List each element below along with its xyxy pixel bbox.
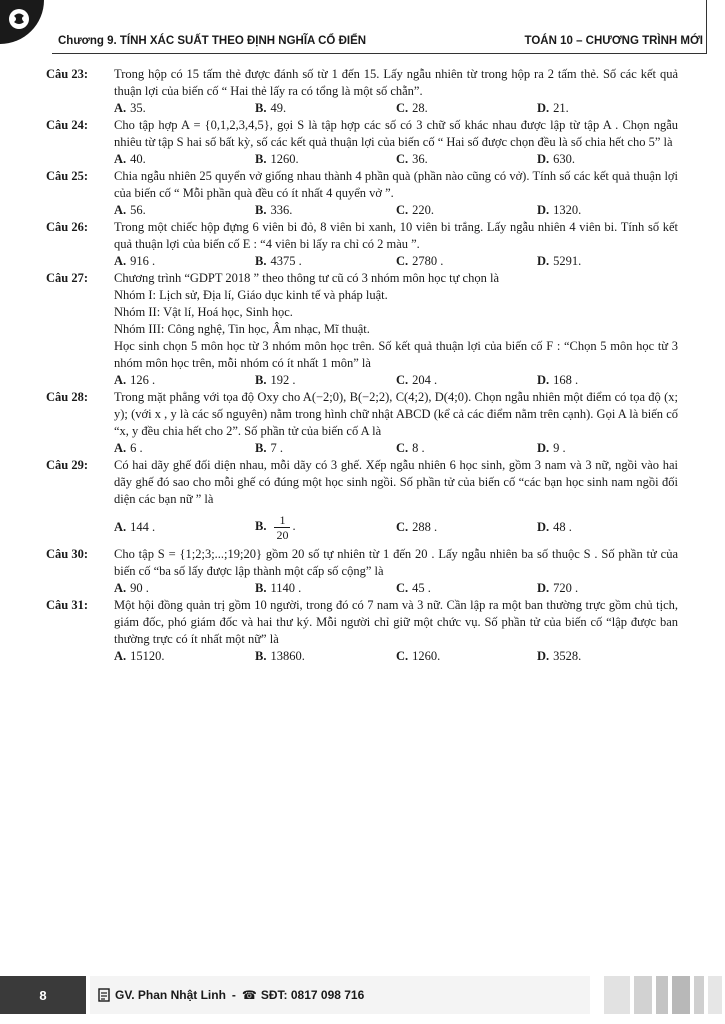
answer-option <box>114 253 255 270</box>
option-key: A. <box>114 203 127 217</box>
answer-option <box>114 151 255 168</box>
subject-title: TOÁN 10 – CHƯƠNG TRÌNH MỚI <box>524 35 703 47</box>
option-key: B. <box>255 254 267 268</box>
option-text: 35. <box>130 101 146 115</box>
answer-option <box>537 151 678 168</box>
question-stem <box>114 546 678 580</box>
answer-option <box>537 580 678 597</box>
question <box>46 219 678 253</box>
question <box>46 117 678 151</box>
answer-options <box>114 648 678 665</box>
option-key: C. <box>396 203 409 217</box>
question-text-line: Chia ngẫu nhiên 25 quyển vở giống nhau thành 4 phần quà (phần nào cũng có vở). Tính số các kết quả thuận lợi của biến cố “ Mỗi phần quà đều có ít nhất 4 quyển vở ”. <box>114 169 678 200</box>
option-key: C. <box>396 581 409 595</box>
header-vertical-divider <box>706 0 707 54</box>
option-key: B. <box>255 101 267 115</box>
option-text: 288 . <box>412 519 438 534</box>
option-text: 28. <box>412 101 428 115</box>
question <box>46 389 678 440</box>
answer-option <box>255 253 396 270</box>
option-key: D. <box>537 254 550 268</box>
option-text: 36. <box>412 152 428 166</box>
answer-option <box>396 100 537 117</box>
answer-option <box>396 440 537 457</box>
option-text: 2780 . <box>412 254 444 268</box>
brain-logo-icon <box>0 0 44 44</box>
option-key: D. <box>537 101 550 115</box>
answer-option <box>114 580 255 597</box>
option-key: D. <box>537 581 550 595</box>
answer-option <box>114 519 255 536</box>
phone-icon: ☎ <box>241 988 257 1002</box>
question-label: Câu 31: <box>46 598 89 612</box>
question-text-line: Nhóm I: Lịch sử, Địa lí, Giáo dục kinh tế và pháp luật. <box>114 288 388 302</box>
option-text: 144 . <box>130 519 156 534</box>
question-text-line: Một hội đồng quản trị gồm 10 người, trong đó có 7 nam và 3 nữ. Cần lập ra một ban thường trực gồm chủ tịch, giám đốc, phó giám đốc và hai thư ký. Mỗi người chỉ giữ một chức vụ. Số phần tử của biến cố “lập được ban thường trực có ít nhất một nữ” là <box>114 598 678 646</box>
question-text-line: Nhóm III: Công nghệ, Tin học, Âm nhạc, Mĩ thuật. <box>114 322 370 336</box>
option-key: B. <box>255 203 267 217</box>
option-key: A. <box>114 649 127 663</box>
question-text-line: Cho tập S = {1;2;3;...;19;20} gồm 20 số tự nhiên từ 1 đến 20 . Lấy ngẫu nhiên ba số thuộc S . Số phần tử của biến cố “ba số lấy được lập thành một cấp số cộng” là <box>114 547 678 578</box>
answer-option <box>537 202 678 219</box>
question-label: Câu 28: <box>46 390 89 404</box>
question-label: Câu 24: <box>46 118 89 132</box>
answer-option <box>114 372 255 389</box>
question-stem <box>114 270 678 372</box>
option-text: 204 . <box>412 373 438 387</box>
answer-option <box>255 580 396 597</box>
option-text: 15120. <box>130 649 165 663</box>
footer-decorative-stripes <box>604 976 725 1014</box>
answer-option <box>396 253 537 270</box>
question-label: Câu 25: <box>46 169 89 183</box>
option-text: 4375 . <box>270 254 302 268</box>
answer-option <box>396 580 537 597</box>
answer-options <box>114 580 678 597</box>
question-text-line: Học sinh chọn 5 môn học từ 3 nhóm môn học trên. Số kết quả thuận lợi của biến cố F : “Chọn 5 môn học từ 3 nhóm môn học trên, mỗi nhóm có ít nhất 1 môn” là <box>114 339 678 370</box>
answer-option <box>255 202 396 219</box>
answer-option <box>537 519 678 536</box>
question-stem <box>114 457 678 508</box>
option-key: C. <box>396 519 409 534</box>
question-text-line: Trong hộp có 15 tấm thẻ được đánh số từ 1 đến 15. Lấy ngẫu nhiên từ trong hộp ra 2 tấm thẻ. Số các kết quả thuận lợi của biến cố “ Hai thẻ lấy ra có tổng là một số chẵn”. <box>114 67 678 98</box>
answer-option <box>114 648 255 665</box>
answer-option <box>537 372 678 389</box>
answer-option <box>537 648 678 665</box>
question <box>46 457 678 508</box>
question-text-line: Trong mặt phẳng với tọa độ Oxy cho A(−2;0), B(−2;2), C(4;2), D(4;0). Chọn ngẫu nhiên một điểm có tọa độ (x; y); (với x , y là các số nguyên) nằm trong hình chữ nhật ABCD (kể cả các điểm nằm trên cạnh). Gọi A là biến cố “x, y đều chia hết cho 2”. Số phần tử của biến cố A là <box>114 390 678 438</box>
option-text: 1320. <box>553 203 582 217</box>
author-name: GV. Phan Nhật Linh <box>115 988 226 1002</box>
answer-option <box>255 100 396 117</box>
answer-options <box>114 508 678 546</box>
option-text: 49. <box>270 101 287 115</box>
answer-options <box>114 100 678 117</box>
footer-author-card <box>90 976 590 1014</box>
question-text-line: Trong một chiếc hộp đựng 6 viên bi đỏ, 8 viên bi xanh, 10 viên bi trắng. Lấy ngẫu nhiên 4 viên bi. Tính số kết quả thuận lợi của biến cố E : “4 viên bi lấy ra chỉ có 2 màu ”. <box>114 220 678 251</box>
option-key: B. <box>255 441 267 455</box>
option-text: 3528. <box>553 649 582 663</box>
answer-option <box>114 440 255 457</box>
option-key: B. <box>255 581 267 595</box>
question-label: Câu 26: <box>46 220 89 234</box>
option-key: C. <box>396 649 409 663</box>
option-key: C. <box>396 101 409 115</box>
chapter-title: Chương 9. TÍNH XÁC SUẤT THEO ĐỊNH NGHĨA CỔ ĐIỂN <box>58 35 367 47</box>
answer-option <box>114 100 255 117</box>
option-key: A. <box>114 519 127 534</box>
option-key: D. <box>537 152 550 166</box>
fraction-denominator: 20 <box>276 527 289 542</box>
question-stem <box>114 219 678 253</box>
question-stem <box>114 389 678 440</box>
option-key: D. <box>537 203 550 217</box>
question-label: Câu 30: <box>46 547 89 561</box>
fraction-numerator: 1 <box>274 513 290 528</box>
answer-options <box>114 151 678 168</box>
option-key: D. <box>537 649 550 663</box>
option-text: 48 . <box>553 519 572 534</box>
option-key: B. <box>255 518 267 533</box>
option-key: A. <box>114 101 127 115</box>
option-text: 56. <box>130 203 146 217</box>
question-label: Câu 29: <box>46 458 89 472</box>
option-text: 5291. <box>553 254 582 268</box>
option-key: A. <box>114 254 127 268</box>
question-label: Câu 27: <box>46 271 89 285</box>
answer-option <box>255 648 396 665</box>
question <box>46 168 678 202</box>
option-text: 1260. <box>270 152 299 166</box>
answer-option <box>396 151 537 168</box>
header-divider <box>52 53 707 54</box>
answer-options <box>114 372 678 389</box>
footer-separator: - <box>231 988 236 1002</box>
question-text-line: Nhóm II: Vật lí, Hoá học, Sinh học. <box>114 305 293 319</box>
option-text: 126 . <box>130 373 156 387</box>
option-key: D. <box>537 373 550 387</box>
option-key: C. <box>396 373 409 387</box>
author-phone: SĐT: 0817 098 716 <box>260 988 365 1002</box>
option-text: 13860. <box>270 649 305 663</box>
answer-option <box>537 100 678 117</box>
option-key: B. <box>255 152 267 166</box>
answer-option <box>114 202 255 219</box>
option-key: C. <box>396 152 409 166</box>
option-key: A. <box>114 441 127 455</box>
question <box>46 546 678 580</box>
option-key: B. <box>255 649 267 663</box>
option-text: 8 . <box>412 441 425 455</box>
answer-option <box>396 648 537 665</box>
option-text: 336. <box>270 203 293 217</box>
answer-option <box>396 519 537 536</box>
option-text: 21. <box>553 101 569 115</box>
question-list <box>46 66 678 665</box>
option-text: 220. <box>412 203 435 217</box>
option-fraction <box>274 513 290 542</box>
answer-option <box>537 440 678 457</box>
answer-options <box>114 440 678 457</box>
option-key: A. <box>114 581 127 595</box>
option-text: 1260. <box>412 649 441 663</box>
answer-options <box>114 253 678 270</box>
answer-option <box>396 202 537 219</box>
option-text: 90 . <box>130 581 149 595</box>
option-text: 1140 . <box>270 581 302 595</box>
option-key: C. <box>396 441 409 455</box>
answer-option <box>255 372 396 389</box>
option-text: 720 . <box>553 581 579 595</box>
option-text: 168 . <box>553 373 579 387</box>
question-stem <box>114 66 678 100</box>
question-stem <box>114 168 678 202</box>
question <box>46 66 678 100</box>
option-text: 45 . <box>412 581 431 595</box>
question-label: Câu 23: <box>46 67 89 81</box>
option-text: 7 . <box>270 441 283 455</box>
answer-option <box>396 372 537 389</box>
option-key: C. <box>396 254 409 268</box>
option-key: D. <box>537 441 550 455</box>
answer-option <box>255 151 396 168</box>
option-text: 192 . <box>270 373 296 387</box>
option-text: 630. <box>553 152 576 166</box>
question <box>46 270 678 372</box>
answer-option <box>255 440 396 457</box>
document-icon <box>98 988 110 1002</box>
option-text: 916 . <box>130 254 156 268</box>
page-footer <box>0 968 725 1024</box>
option-key: A. <box>114 373 127 387</box>
option-text: 6 . <box>130 441 143 455</box>
question-stem <box>114 117 678 151</box>
option-text: 9 . <box>553 441 566 455</box>
answer-option <box>255 513 396 542</box>
option-key: D. <box>537 519 550 534</box>
question-stem <box>114 597 678 648</box>
page-header <box>0 0 725 62</box>
option-suffix: . <box>292 518 296 533</box>
option-key: B. <box>255 373 267 387</box>
option-text: 40. <box>130 152 146 166</box>
page-number: 8 <box>0 976 86 1014</box>
question <box>46 597 678 648</box>
question-text-line: Cho tập hợp A = {0,1,2,3,4,5}, gọi S là tập hợp các số có 3 chữ số khác nhau được lập từ tập A . Chọn ngẫu nhiêu từ tập S hai số bất kỳ, số các kết quả thuận lợi của biến cố “ Hai số được chọn đều là số chia hết cho 5” là <box>114 118 678 149</box>
question-text-line: Chương trình “GDPT 2018 ” theo thông tư cũ có 3 nhóm môn học tự chọn là <box>114 271 499 285</box>
question-text-line: Có hai dãy ghế đối diện nhau, mỗi dãy có 3 ghế. Xếp ngẫu nhiên 6 học sinh, gồm 3 nam và 3 nữ, ngồi vào hai dãy ghế đó sao cho mỗi ghế có đúng một học sinh ngồi. Số phần tử của biến cố “các bạn học sinh nam ngồi đối diện các bạn nữ ” là <box>114 458 678 506</box>
option-key: A. <box>114 152 127 166</box>
answer-option <box>537 253 678 270</box>
answer-options <box>114 202 678 219</box>
